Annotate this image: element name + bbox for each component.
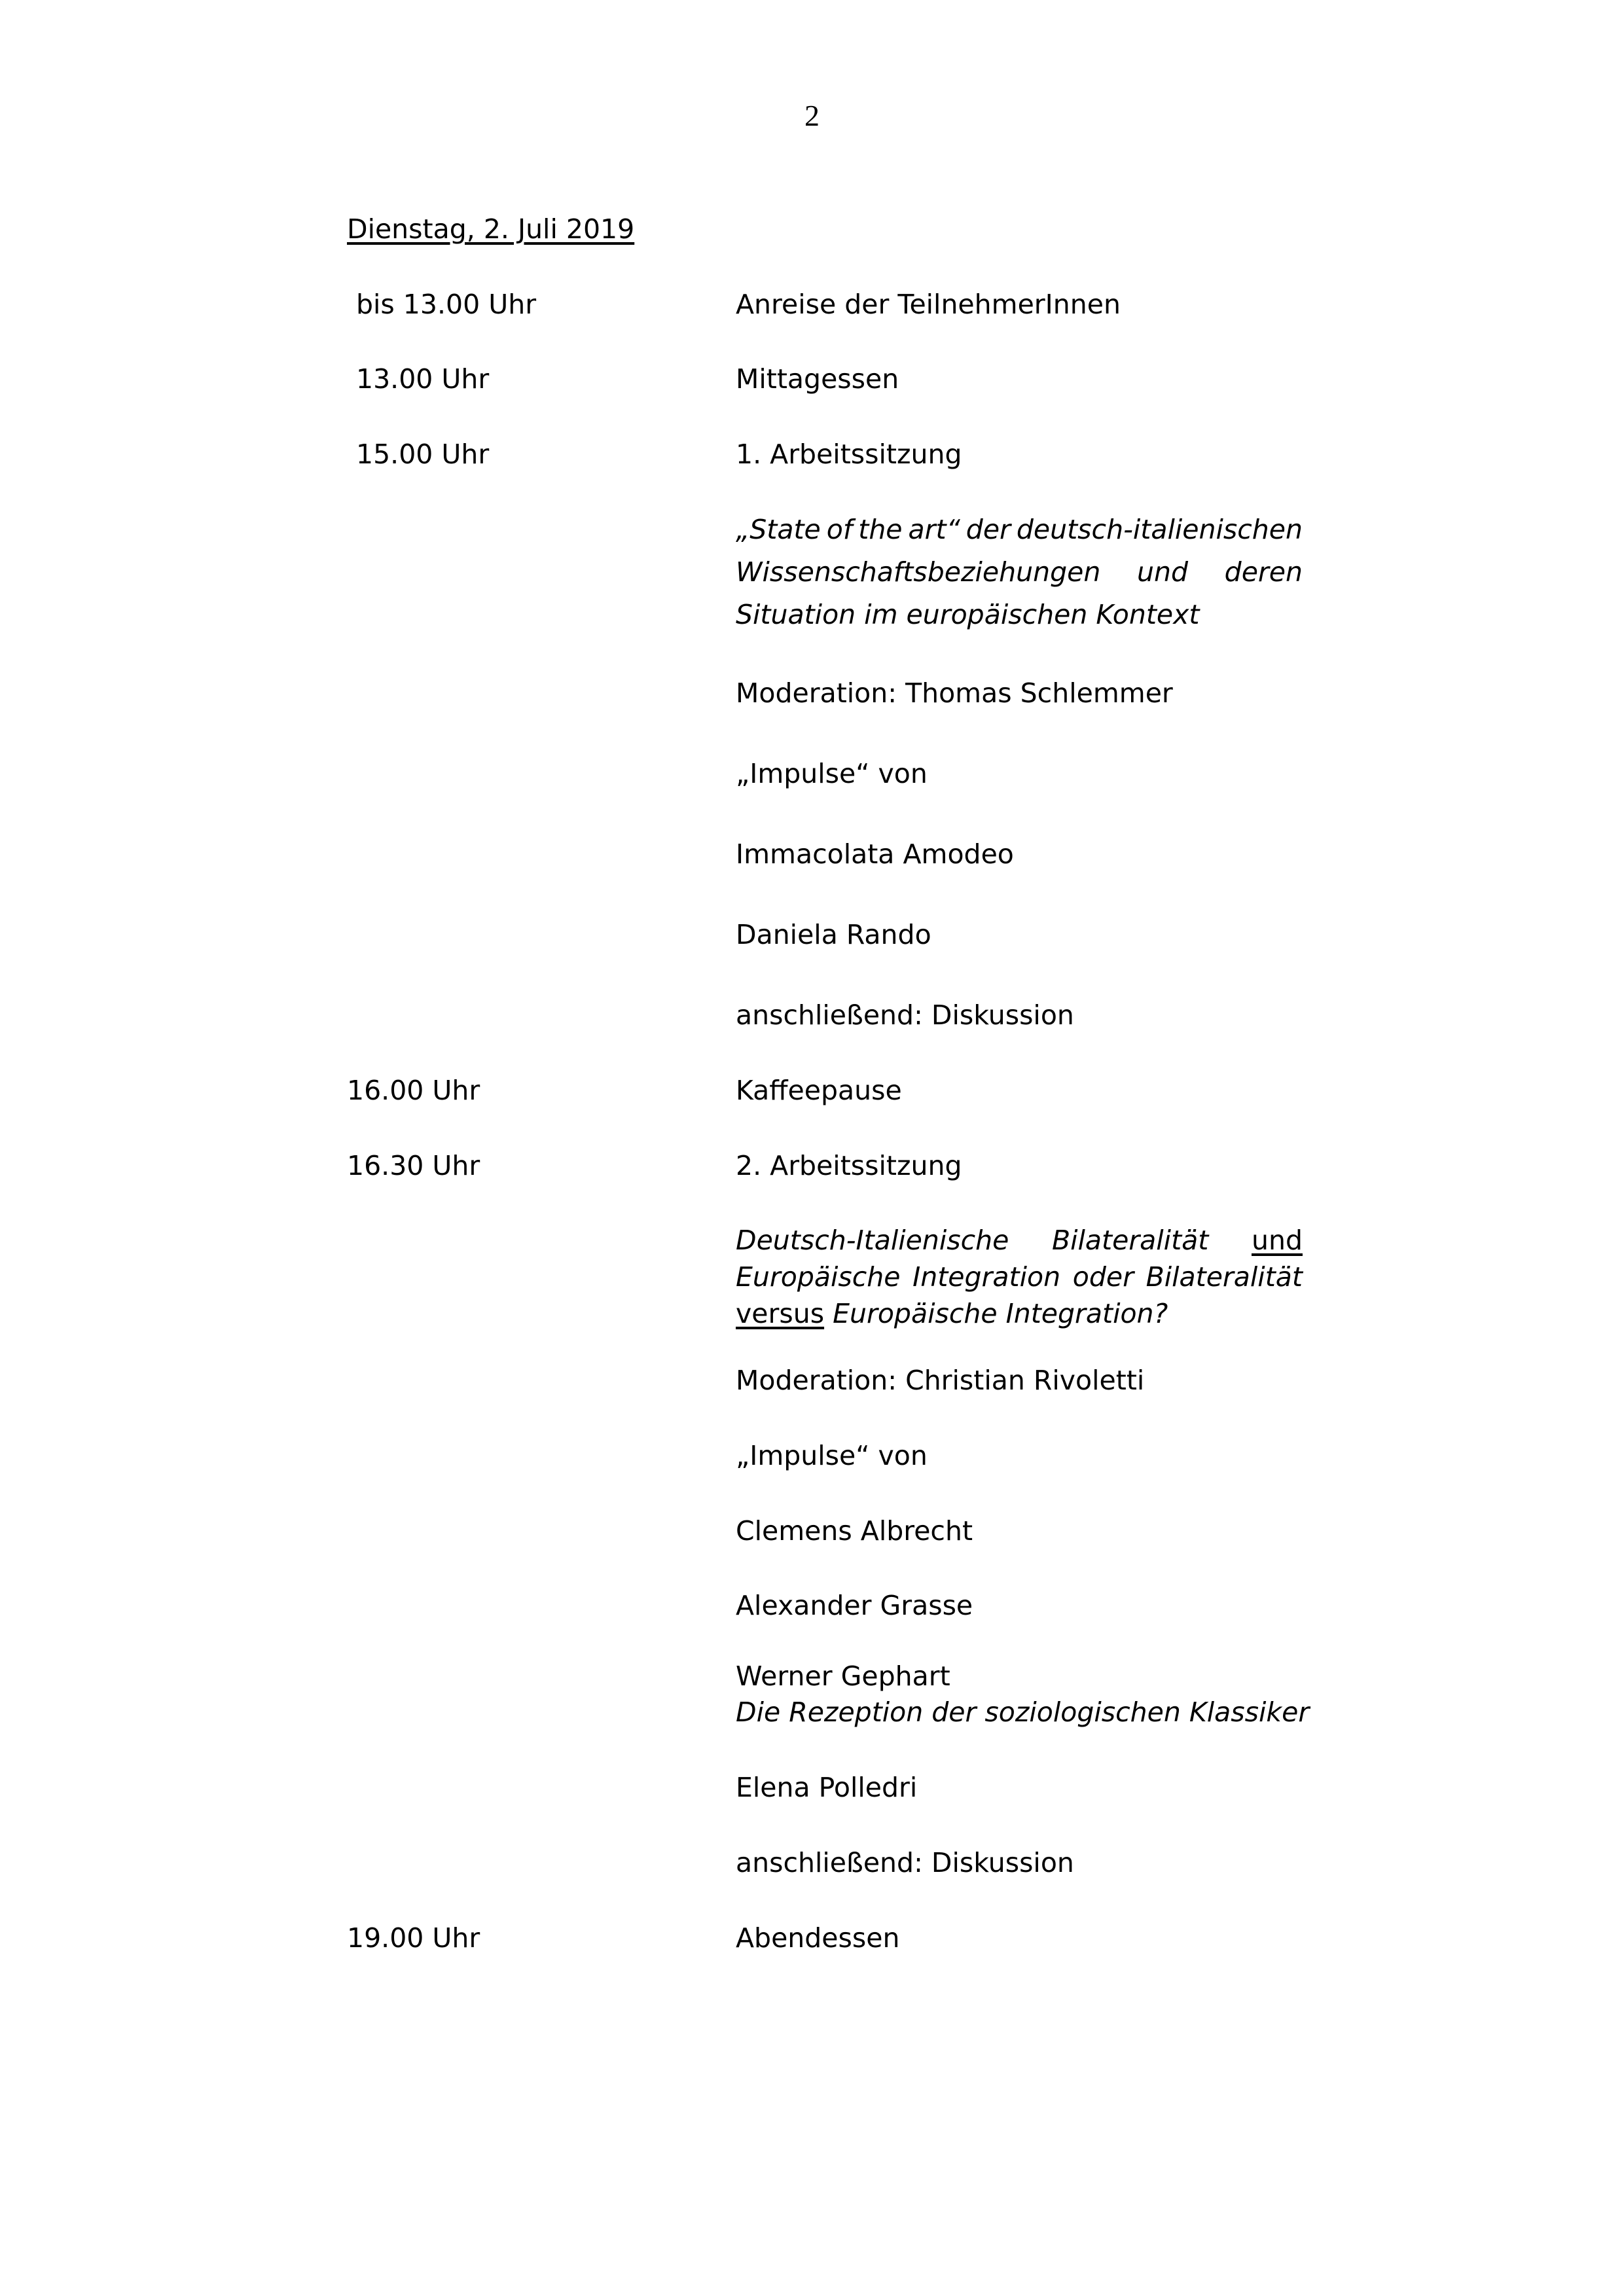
session2-title <box>736 1222 1303 1332</box>
session2-speaker: Elena Polledri <box>736 1772 918 1803</box>
coffee-time: 16.00 Uhr <box>347 1075 480 1106</box>
session2-title-line1: Deutsch-Italienische Bilateralität und <box>736 1225 1303 1256</box>
dinner-time: 19.00 Uhr <box>347 1922 480 1954</box>
arrival-label: Anreise der TeilnehmerInnen <box>736 289 1121 320</box>
session2-speaker-talk: Die Rezeption der soziologischen Klassiker <box>736 1696 1310 1728</box>
session1-speaker: Daniela Rando <box>736 919 931 950</box>
session2-time: 16.30 Uhr <box>347 1150 480 1181</box>
session1-title-line1: „State of the art“ der deutsch-italienischen <box>736 514 1303 545</box>
page-number: 2 <box>804 99 820 132</box>
session1-label: 1. Arbeitssitzung <box>736 439 962 470</box>
session2-speaker: Werner Gephart <box>736 1660 950 1692</box>
session1-speaker: Immacolata Amodeo <box>736 838 1014 870</box>
session1-title-line3: Situation im europäischen Kontext <box>736 599 1200 630</box>
session1-discussion: anschließend: Diskussion <box>736 999 1074 1031</box>
coffee-label: Kaffeepause <box>736 1075 902 1106</box>
session2-discussion: anschließend: Diskussion <box>736 1847 1074 1878</box>
session1-moderation: Moderation: Thomas Schlemmer <box>736 677 1173 709</box>
session1-title <box>736 511 1303 633</box>
lunch-label: Mittagessen <box>736 363 899 395</box>
day-heading: Dienstag, 2. Juli 2019 <box>347 213 635 245</box>
session2-title-line2: Europäische Integration oder Bilateralität <box>736 1261 1303 1293</box>
session2-speaker: Alexander Grasse <box>736 1590 973 1621</box>
session2-label: 2. Arbeitssitzung <box>736 1150 962 1181</box>
session2-moderation: Moderation: Christian Rivoletti <box>736 1365 1145 1396</box>
session1-time: 15.00 Uhr <box>356 439 490 470</box>
session2-speaker: Clemens Albrecht <box>736 1515 973 1547</box>
session2-impulse: „Impulse“ von <box>736 1440 928 1471</box>
session1-impulse: „Impulse“ von <box>736 758 928 789</box>
arrival-time: bis 13.00 Uhr <box>356 289 537 320</box>
lunch-time: 13.00 Uhr <box>356 363 490 395</box>
session1-title-line2: Wissenschaftsbeziehungen und deren <box>736 556 1303 588</box>
session2-title-line3: versus Europäische Integration? <box>736 1298 1168 1329</box>
dinner-label: Abendessen <box>736 1922 900 1954</box>
